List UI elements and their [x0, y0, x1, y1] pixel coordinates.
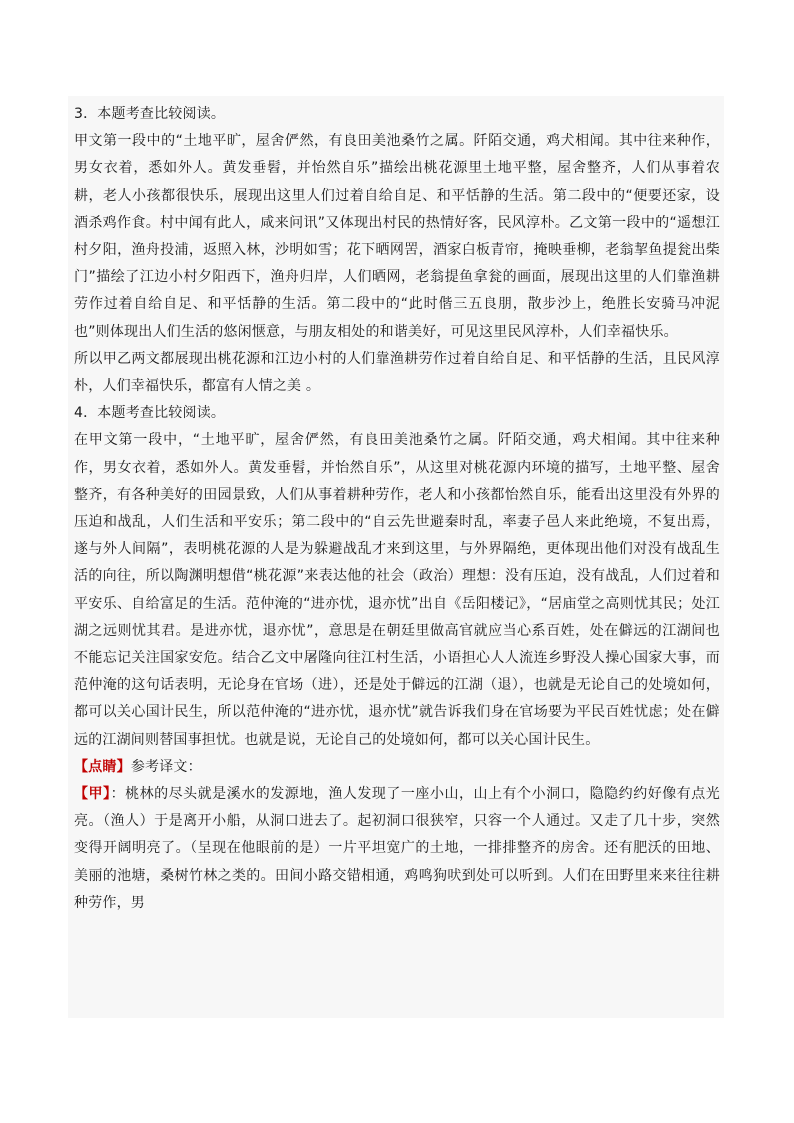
q4-heading: 4．本题考查比较阅读。: [74, 405, 226, 422]
q3-paragraph-2: 所以甲乙两文都展现出桃花源和江边小村的人们靠渔耕劳作过着自给自足、和平恬静的生活，且民风淳朴，人们幸福快乐，都富有人情之美 。: [74, 350, 720, 395]
dianjing-label: 【点睛】: [74, 758, 131, 775]
answer-content-panel: [68, 96, 724, 1018]
q3-heading: 3．本题考查比较阅读。: [74, 106, 226, 122]
jia-translation: [68, 781, 724, 917]
jia-text: ：桃林的尽头就是溪水的发源地，渔人发现了一座小山，山上有个小洞口，隐隐约约好像有点光亮。（渔人）于是离开小船，从洞口进去了。起初洞口很狭窄，只容一个人通过。又走了几十步，突然变得开阔明亮了。（呈现在他眼前的是）一片平坦宽广的土地，一排排整齐的房舍。还有肥沃的田地、美丽的池塘，桑树竹林之类的。田间小路交错相通，鸡鸣狗吠到处可以听到。人们在田野里来来往往耕种劳作，男: [74, 786, 720, 911]
q4-paragraph-1: 在甲文第一段中，“土地平旷，屋舍俨然，有良田美池桑竹之属。阡陌交通，鸡犬相闻。其中往来种作，男女衣着，悉如外人。黄发垂髫，并怡然自乐”，从这里对桃花源内环境的描写，土地平整、屋舍整齐，有各种美好的田园景致，人们从事着耕种劳作，老人和小孩都怡然自乐，能看出这里没有外界的压迫和战乱，人们生活和平安乐；第二段中的“自云先世避秦时乱，率妻子邑人来此绝境，不复出焉，遂与外人间隔”，表明桃花源的人是为躲避战乱才来到这里，与外界隔绝，更体现出他们对没有战乱生活的向往，所以陶渊明想借“桃花源”来表达他的社会（政治）理想：没有压迫，没有战乱，人们过着和平安乐、自给富足的生活。范仲淹的“进亦忧，退亦忧”出自《岳阳楼记》，“居庙堂之高则忧其民；处江湖之远则忧其君。是进亦忧，退亦忧”，意思是在朝廷里做高官就应当心系百姓，处在僻远的江湖间也不能忘记关注国家安危。结合乙文中屠隆向往江村生活，小语担心人人流连乡野没人操心国家大事，而范仲淹的这句话表明，无论身在官场（进），还是处于僻远的江湖（退），也就是无论自己的处境如何，都可以关心国计民生，所以范仲淹的“进亦忧，退亦忧”就告诉我们身在官场要为平民百姓忧虑；处在僻远的江湖间则替国事担忧。也就是说，无论自己的处境如何，都可以关心国计民生。: [74, 432, 720, 748]
q3-paragraph-1: 甲文第一段中的“土地平旷，屋舍俨然，有良田美池桑竹之属。阡陌交通，鸡犬相闻。其中往来种作，男女衣着，悉如外人。黄发垂髫，并怡然自乐”描绘出桃花源里土地平整，屋舍整齐，人们从事着农耕，老人小孩都很快乐，展现出这里人们过着自给自足、和平恬静的生活。第二段中的“便要还家，设酒杀鸡作食。村中闻有此人，咸来问讯”又体现出村民的热情好客，民风淳朴。乙文第一段中的“遥想江村夕阳，渔舟投浦，返照入林，沙明如雪；花下晒网罟，酒家白板青帘，掩映垂柳，老翁挈鱼提瓮出柴门”描绘了江边小村夕阳西下，渔舟归岸，人们晒网，老翁提鱼拿瓮的画面，展现出这里的人们靠渔耕劳作过着自给自足、和平恬静的生活。第二段中的“此时偕三五良朋，散步沙上，绝胜长安骑马冲泥也”则体现出人们生活的悠闲惬意，与朋友相处的和谐美好，可见这里民风淳朴，人们幸福快乐。: [74, 133, 720, 340]
dianjing-title: 参考译文：: [130, 758, 202, 775]
dianjing-line: [68, 754, 724, 781]
jia-label: 【甲】: [74, 786, 111, 803]
